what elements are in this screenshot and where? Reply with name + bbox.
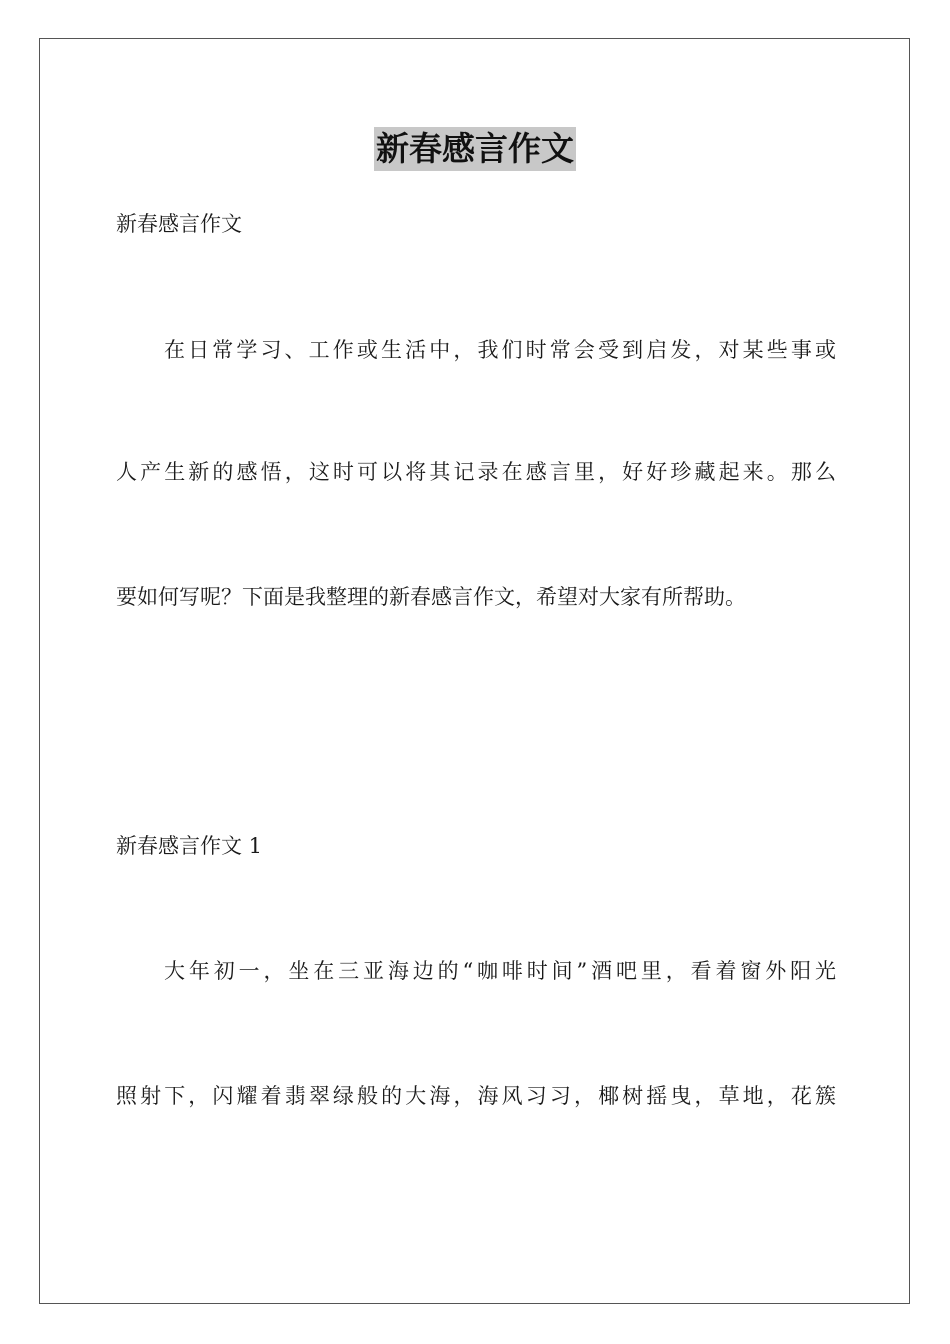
document-subtitle: 新春感言作文: [116, 212, 242, 236]
document-title-text: 新春感言作文: [374, 127, 576, 171]
section1-paragraph-line-1: 大年初一，坐在三亚海边的“咖啡时间”酒吧里，看着窗外阳光: [164, 959, 836, 983]
intro-paragraph-line-3: 要如何写呢？下面是我整理的新春感言作文，希望对大家有所帮助。: [116, 585, 746, 609]
section-heading-1: 新春感言作文 1: [116, 834, 263, 858]
document-title: [0, 127, 950, 171]
intro-paragraph-line-2: 人产生新的感悟，这时可以将其记录在感言里，好好珍藏起来。那么: [116, 460, 836, 484]
intro-paragraph-line-1: 在日常学习、工作或生活中，我们时常会受到启发，对某些事或: [164, 338, 836, 362]
section1-paragraph-line-2: 照射下，闪耀着翡翠绿般的大海，海风习习，椰树摇曳，草地，花簇: [116, 1084, 836, 1108]
